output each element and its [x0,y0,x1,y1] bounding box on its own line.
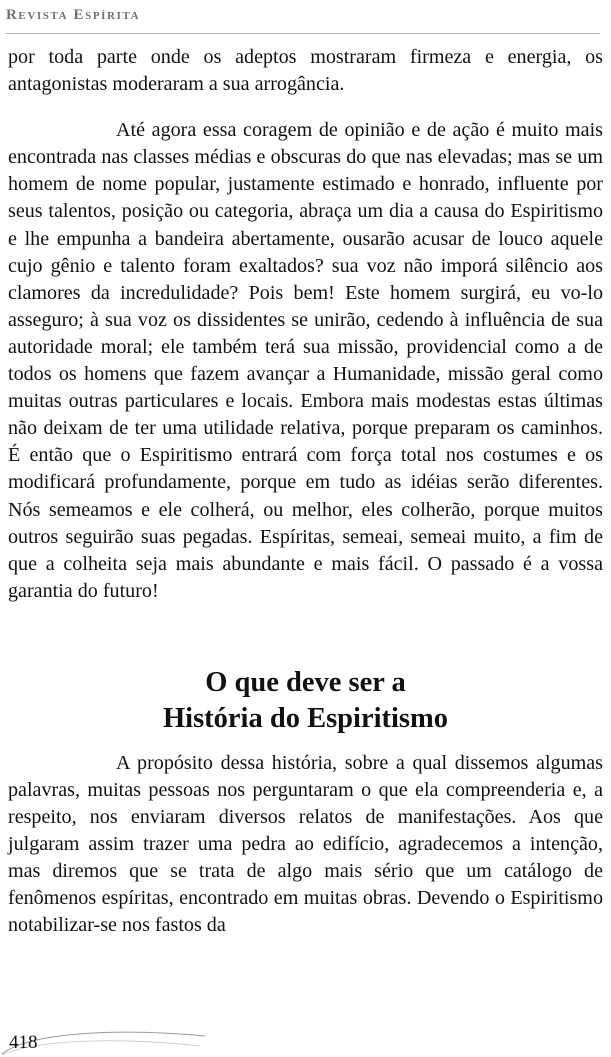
paragraph-courage: Até agora essa coragem de opinião e de ação é muito mais encontrada nas classes médias e obscuras do que nas elevadas; mas se um homem de nome popular, justamente estimado e honrado, influente por seus talentos, posição ou categoria, abraça um dia a causa do Espiritismo e lhe empunha a bandeira abertamente, ousarão acusar de louco aquele cujo gênio e talento foram exaltados? sua voz não imporá silêncio aos clamores da incredulidade? Pois bem! Este homem surgirá, eu vo-lo asseguro; à sua voz os dissidentes se unirão, cedendo à influência de sua autoridade moral; ele também terá sua missão, providencial como a de todos os homens que fazem avançar a Humanidade, missão geral como muitas outras particulares e locais. Embora mais modestas estas últimas não deixam de ter uma utilidade relativa, porque preparam os caminhos. É então que o Espiritismo entrará com força total nos costumes e os modificará profundamente, porque em tudo as idéias serão diferentes. Nós semeamos e ele colherá, ou melhor, eles colherão, porque muitos outros seguirão suas pegadas. Espíritas, semeai, semeai muito, a fim de que a colheita seja mais abundante e mais fácil. O passado é a vossa garantia do futuro! [8,119,603,602]
paragraph-continuation: por toda parte onde os adeptos mostraram firmeza e energia, os antagonistas moderaram a sua arrogância. [8,46,603,96]
page-number: 418 [9,1032,38,1053]
section-title [8,665,603,737]
section-title-line-2: História do Espiritismo [162,702,448,734]
running-head: Revista Espírita [6,7,141,23]
header-divider [5,33,600,34]
section-title-line-1: O que deve ser a [205,666,406,698]
paragraph-history: A propósito dessa história, sobre a qual dissemos algumas palavras, muitas pessoas nos perguntaram o que ela compreenderia e, a respeito, nos enviaram diversos relatos de manifestações. Aos que julgaram assim trazer uma pedra ao edifício, agradecemos a intenção, mas diremos que se trata de algo mais sério que um catálogo de fenômenos espíritas, encontrado em muitas obras. Devendo o Espiritismo notabilizar-se nos fastos da [8,751,603,937]
page-body [8,44,603,940]
